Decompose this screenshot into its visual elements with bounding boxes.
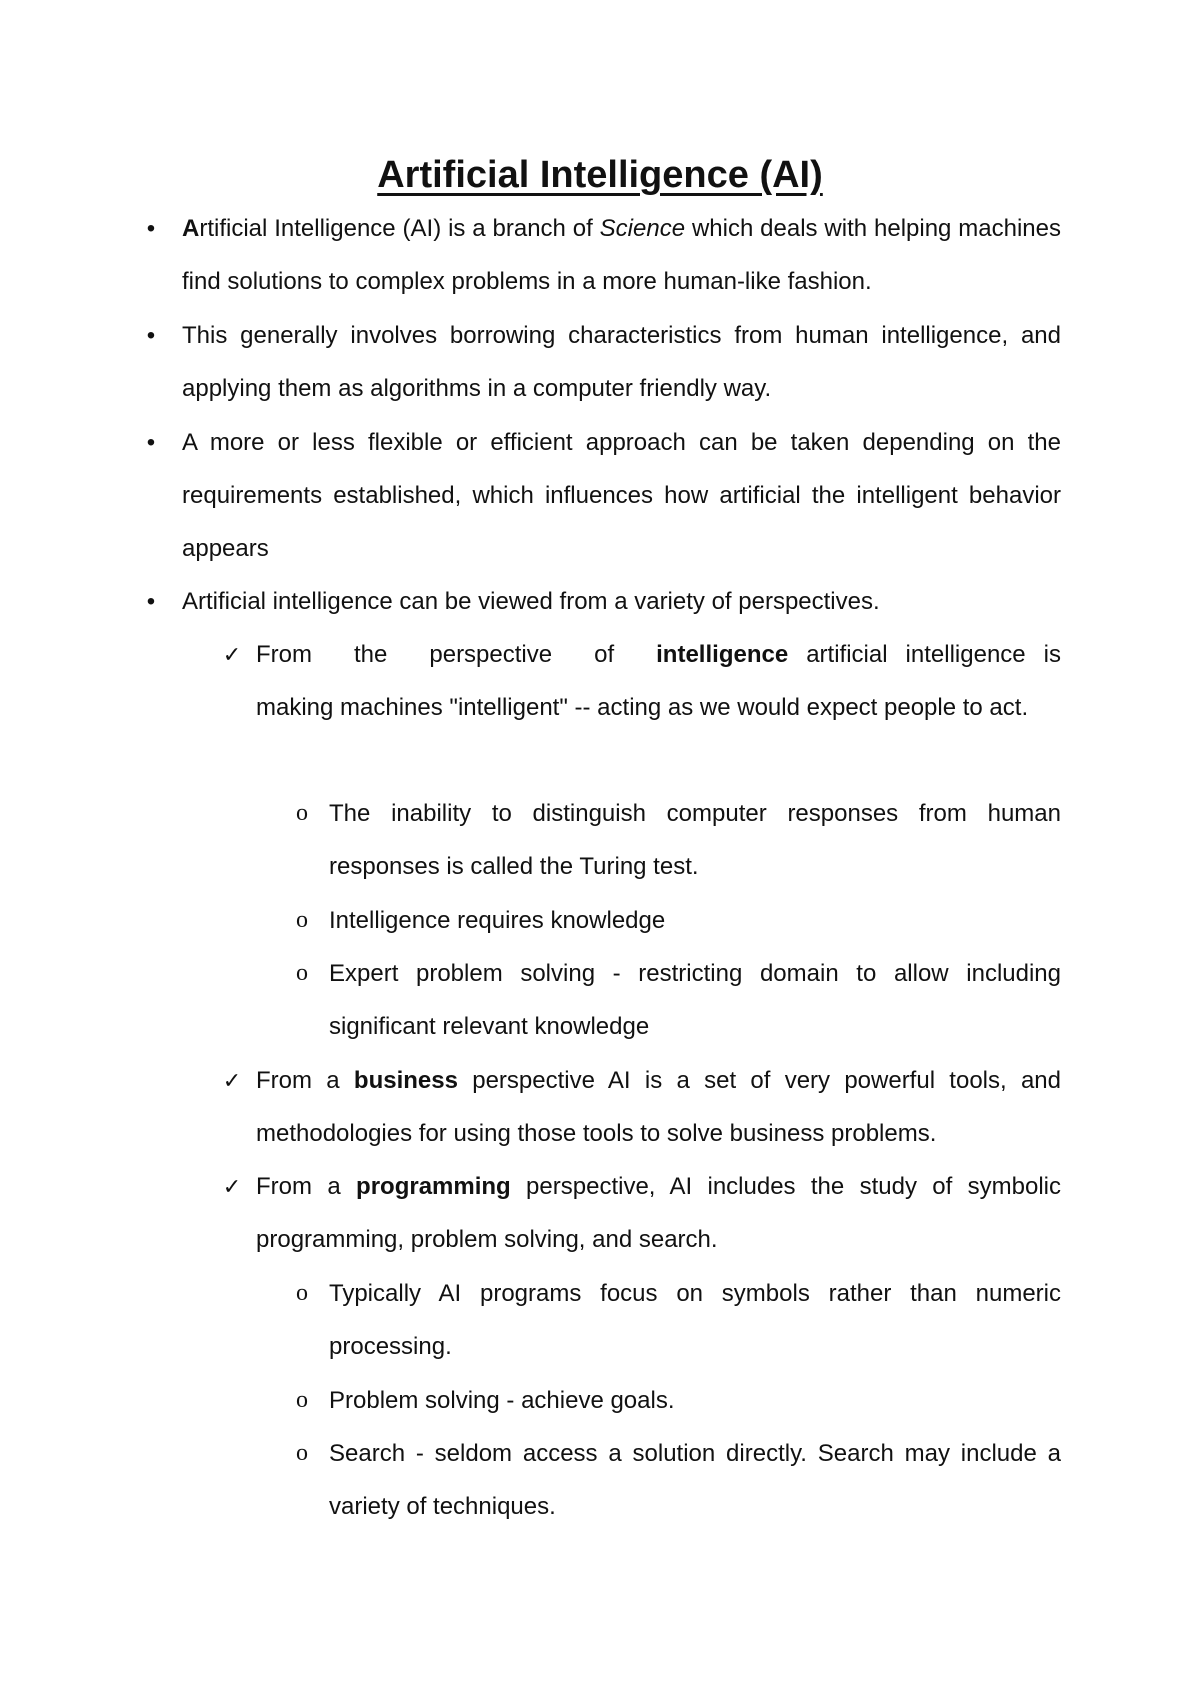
paragraph-perspectives: Artificial intelligence can be viewed from a variety of perspectives. (182, 588, 880, 615)
paragraph-borrowing-characteristics: This generally involves borrowing characteristics from human intelligence, and applying them as algorithms in a computer friendly way. (182, 322, 1061, 402)
check-item-business-bold: business (353, 1067, 458, 1094)
sub-bullet-marker: o (296, 960, 308, 986)
check-item-intelligence-text-2: artificial intelligence is making machines "intelligent" -- acting as we would expect people to act. (256, 641, 1061, 721)
bullet-marker: • (146, 215, 156, 242)
sub-bullet-marker: o (296, 907, 308, 933)
check-item-business-perspective (256, 1054, 1061, 1160)
sub-bullet-marker: o (296, 800, 308, 826)
sub-item-symbols: Typically AI programs focus on symbols rather than numeric processing. (329, 1280, 1061, 1360)
sub-bullet-marker: o (296, 1387, 308, 1413)
check-item-intelligence-bold: intelligence (656, 641, 789, 668)
checkmark-icon: ✓ (222, 1174, 242, 1199)
sub-item-expert-problem-solving: Expert problem solving - restricting domain to allow including significant relevant knowledge (329, 960, 1061, 1040)
paragraph-ai-definition-text-2: which deals with helping machines find solutions to complex problems in a more human-like fashion. (182, 215, 1061, 295)
paragraph-ai-definition-italic: Science (599, 215, 686, 242)
paragraph-ai-definition-text-1: rtificial Intelligence (AI) is a branch of (199, 215, 600, 242)
sub-item-search: Search - seldom access a solution directly. Search may include a variety of techniques. (329, 1440, 1061, 1520)
check-item-intelligence-text-1: From the perspective of (256, 641, 657, 668)
check-item-programming-bold: programming (356, 1173, 511, 1200)
sub-item-knowledge: Intelligence requires knowledge (329, 907, 666, 934)
paragraph-ai-definition (182, 202, 1061, 308)
paragraph-ai-definition-initial: A (182, 215, 200, 242)
sub-item-turing-test: The inability to distinguish computer responses from human responses is called the Turing test. (329, 800, 1061, 880)
checkmark-icon: ✓ (222, 1068, 242, 1093)
checkmark-icon: ✓ (222, 642, 242, 667)
page-title: Artificial Intelligence (AI) (377, 154, 823, 196)
bullet-marker: • (146, 588, 156, 615)
check-item-business-text-1: From a (256, 1067, 354, 1094)
sub-item-problem-solving: Problem solving - achieve goals. (329, 1387, 675, 1414)
check-item-business-text-2: perspective AI is a set of very powerful tools, and methodologies for using those tools to solve business problems. (256, 1067, 1061, 1147)
check-item-programming-text-2: perspective, AI includes the study of symbolic programming, problem solving, and search. (256, 1173, 1061, 1253)
sub-bullet-marker: o (296, 1440, 308, 1466)
check-item-intelligence-perspective (256, 628, 1061, 734)
bullet-marker: • (146, 322, 156, 349)
check-item-programming-perspective (256, 1160, 1061, 1266)
check-item-programming-text-1: From a (256, 1173, 357, 1200)
sub-bullet-marker: o (296, 1280, 308, 1306)
bullet-marker: • (146, 429, 156, 456)
paragraph-flexible-approach: A more or less flexible or efficient approach can be taken depending on the requirements established, which influences how artificial the intelligent behavior appears (182, 429, 1061, 562)
